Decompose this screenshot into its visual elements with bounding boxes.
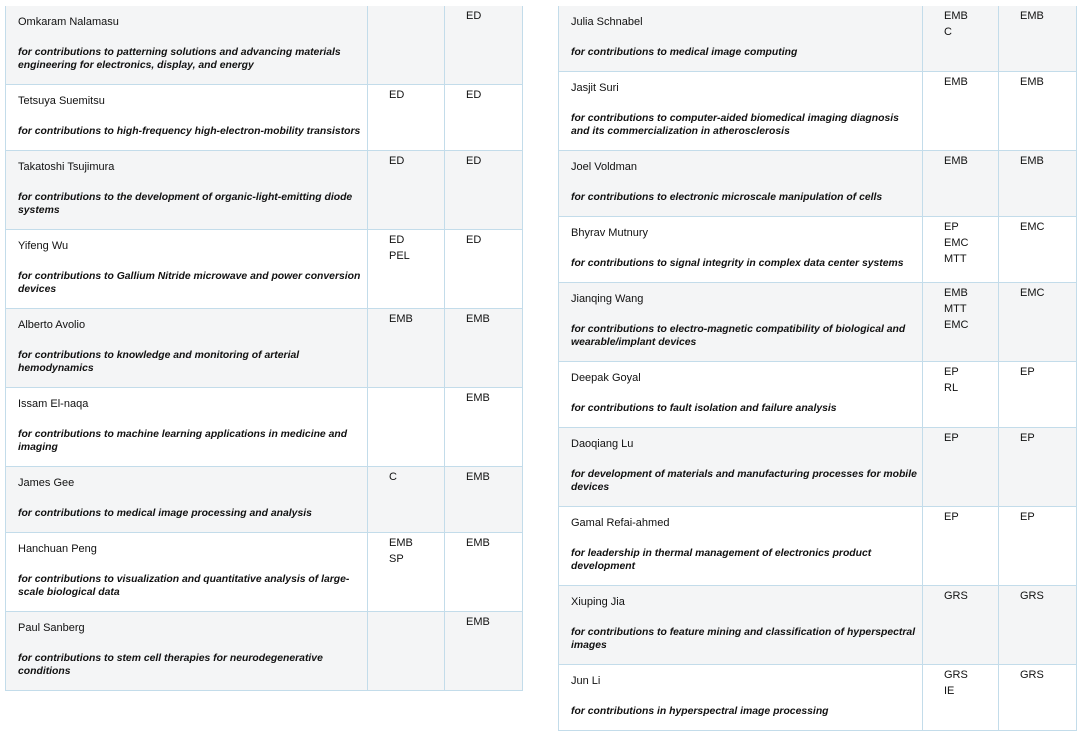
society-code: EP [944,511,959,523]
society-code: EMB [944,155,968,167]
fellow-row [559,217,1077,283]
fellow-citation: for development of materials and manufacturing processes for mobile devices [571,469,917,493]
society-cell [368,6,445,85]
fellows-table-right-body [559,6,1077,731]
fellow-citation: for contributions to medical image processing and analysis [18,508,312,519]
evaluating-society-list [445,230,522,248]
evaluating-society-list [445,612,522,630]
society-code: EP [944,221,959,233]
society-code: GRS [944,669,968,681]
evaluating-society-cell [999,151,1077,217]
evaluating-society-code: EP [1020,366,1035,378]
society-cell [923,428,999,507]
evaluating-society-cell [445,309,523,388]
fellow-name: Hanchuan Peng [18,543,97,555]
society-code: MTT [944,253,967,265]
fellow-row [6,151,523,230]
society-code: EP [944,432,959,444]
fellow-name-cell [6,388,368,467]
evaluating-society-list [445,388,522,406]
fellow-name-cell [559,586,923,665]
evaluating-society-code: EMB [1020,76,1044,88]
fellow-citation: for leadership in thermal management of electronics product development [571,548,872,572]
society-list [368,467,444,485]
evaluating-society-code: EMB [466,392,490,404]
society-code: ED [389,234,405,246]
fellow-citation: for contributions to medical image computing [571,47,798,58]
fellow-name: Joel Voldman [571,161,638,173]
evaluating-society-list [999,665,1076,683]
society-list [368,533,444,567]
evaluating-society-cell [999,283,1077,362]
evaluating-society-code: GRS [1020,669,1044,681]
society-code: EMB [389,313,413,325]
evaluating-society-cell [999,217,1077,283]
society-list [923,151,998,169]
evaluating-society-cell [999,665,1077,731]
society-cell [923,586,999,665]
fellow-name-cell [6,151,368,230]
fellow-citation: for contributions to Gallium Nitride microwave and power conversion devices [18,271,361,295]
society-list [368,151,444,169]
fellow-row [559,283,1077,362]
evaluating-society-code: EP [1020,511,1035,523]
society-list [923,6,998,40]
fellow-name: Jianqing Wang [571,293,644,305]
fellow-row [559,507,1077,586]
fellow-citation: for contributions to stem cell therapies for neurodegenerative conditions [18,653,323,677]
society-list [368,85,444,103]
society-code: C [944,26,952,38]
evaluating-society-code: EMB [466,616,490,628]
evaluating-society-code: ED [466,234,482,246]
fellow-citation: for contributions to signal integrity in complex data center systems [571,258,904,269]
society-cell [368,85,445,151]
evaluating-society-cell [445,85,523,151]
society-code: C [389,471,397,483]
fellow-name-cell [6,6,368,85]
fellow-row [559,151,1077,217]
fellow-name-cell [6,85,368,151]
fellow-name: Xiuping Jia [571,596,625,608]
fellow-name: Bhyrav Mutnury [571,227,649,239]
society-cell [368,467,445,533]
fellow-citation: for contributions to feature mining and classification of hyperspectral images [571,627,916,651]
evaluating-society-list [445,85,522,103]
evaluating-society-list [999,283,1076,301]
fellow-name: Paul Sanberg [18,622,85,634]
evaluating-society-code: EMB [466,313,490,325]
society-cell [923,6,999,72]
society-code: EP [944,366,959,378]
society-list [923,507,998,525]
fellow-citation: for contributions to the development of organic-light-emitting diode systems [18,192,353,216]
fellow-name: Tetsuya Suemitsu [18,95,105,107]
fellow-row [6,6,523,85]
society-code: GRS [944,590,968,602]
evaluating-society-cell [999,507,1077,586]
society-code: EMC [944,237,969,249]
society-list [368,612,444,614]
fellow-row [559,362,1077,428]
society-cell [368,309,445,388]
society-list [923,665,998,699]
fellow-citation: for contributions in hyperspectral image processing [571,706,829,717]
fellow-row [6,85,523,151]
fellow-citation: for contributions to patterning solutions and advancing materials engineering for electronics, display, and energy [18,47,341,71]
evaluating-society-list [445,533,522,551]
fellows-table-left-body [6,6,523,691]
society-list [923,586,998,604]
society-code: SP [389,553,404,565]
society-code: EMB [944,10,968,22]
evaluating-society-code: ED [466,10,482,22]
fellow-name-cell [559,217,923,283]
evaluating-society-cell [445,533,523,612]
society-list [923,428,998,446]
evaluating-society-list [445,467,522,485]
evaluating-society-list [445,6,522,24]
evaluating-society-code: EMB [1020,10,1044,22]
evaluating-society-cell [445,151,523,230]
fellow-name: Julia Schnabel [571,16,643,28]
evaluating-society-cell [999,428,1077,507]
evaluating-society-code: EMB [1020,155,1044,167]
fellow-name: Jasjit Suri [571,82,619,94]
society-list [923,283,998,333]
society-code: PEL [389,250,410,262]
evaluating-society-code: EMB [466,537,490,549]
society-cell [923,507,999,586]
fellow-name-cell [6,230,368,309]
society-cell [923,665,999,731]
fellow-name: Yifeng Wu [18,240,69,252]
evaluating-society-code: EMC [1020,287,1045,299]
evaluating-society-cell [999,362,1077,428]
society-list [923,362,998,396]
fellow-citation: for contributions to machine learning applications in medicine and imaging [18,429,348,453]
fellow-row [6,230,523,309]
fellow-row [559,72,1077,151]
fellow-name-cell [559,507,923,586]
society-code: ED [389,155,405,167]
evaluating-society-cell [445,6,523,85]
society-list [923,72,998,90]
fellow-row [559,586,1077,665]
evaluating-society-list [445,151,522,169]
fellow-citation: for contributions to fault isolation and failure analysis [571,403,837,414]
evaluating-society-code: ED [466,89,482,101]
evaluating-society-cell [999,72,1077,151]
society-cell [923,362,999,428]
fellow-row [6,309,523,388]
society-cell [923,151,999,217]
fellow-row [6,612,523,691]
society-list [923,217,998,267]
society-cell [368,612,445,691]
society-code: EMC [944,319,969,331]
fellow-name-cell [559,151,923,217]
society-code: ED [389,89,405,101]
fellow-name: Omkaram Nalamasu [18,16,119,28]
fellows-table-right [558,6,1077,731]
society-code: MTT [944,303,967,315]
fellow-name-cell [6,467,368,533]
evaluating-society-list [999,6,1076,24]
society-code: EMB [944,287,968,299]
fellow-row [6,467,523,533]
society-list [368,6,444,8]
evaluating-society-cell [999,586,1077,665]
fellow-name: Issam El-naqa [18,398,89,410]
fellow-row [559,6,1077,72]
fellow-name-cell [6,309,368,388]
evaluating-society-list [999,72,1076,90]
society-list [368,388,444,390]
fellow-row [6,533,523,612]
fellows-table-left [5,6,523,691]
fellow-name-cell [559,72,923,151]
evaluating-society-list [999,428,1076,446]
society-cell [368,533,445,612]
evaluating-society-cell [999,6,1077,72]
fellow-name-cell [559,283,923,362]
fellow-row [6,388,523,467]
fellow-name: Alberto Avolio [18,319,86,331]
fellow-citation: for contributions to electronic microscale manipulation of cells [571,192,883,203]
evaluating-society-code: EMB [466,471,490,483]
fellow-citation: for contributions to electro-magnetic compatibility of biological and wearable/implant devices [571,324,906,348]
evaluating-society-list [999,507,1076,525]
evaluating-society-code: GRS [1020,590,1044,602]
fellow-name: Daoqiang Lu [571,438,634,450]
evaluating-society-code: EMC [1020,221,1045,233]
society-cell [923,72,999,151]
fellow-name-cell [559,428,923,507]
society-cell [368,151,445,230]
fellow-row [559,428,1077,507]
society-code: EMB [389,537,413,549]
fellow-citation: for contributions to knowledge and monitoring of arterial hemodynamics [18,350,300,374]
society-cell [368,388,445,467]
fellow-name-cell [6,612,368,691]
evaluating-society-list [999,151,1076,169]
society-cell [923,283,999,362]
evaluating-society-cell [445,467,523,533]
society-cell [368,230,445,309]
fellow-name: Jun Li [571,675,601,687]
society-code: IE [944,685,955,697]
society-list [368,309,444,327]
fellow-name: Deepak Goyal [571,372,641,384]
fellow-name-cell [559,665,923,731]
fellow-name-cell [559,362,923,428]
fellow-citation: for contributions to high-frequency high-electron-mobility transistors [18,126,361,137]
fellow-row [559,665,1077,731]
evaluating-society-list [445,309,522,327]
evaluating-society-cell [445,612,523,691]
fellow-name-cell [6,533,368,612]
evaluating-society-cell [445,230,523,309]
fellow-citation: for contributions to computer-aided biomedical imaging diagnosis and its commercialization in atherosclerosis [571,113,899,137]
fellow-citation: for contributions to visualization and quantitative analysis of large-scale biological data [18,574,350,598]
fellow-name: Gamal Refai-ahmed [571,517,670,529]
evaluating-society-list [999,217,1076,235]
evaluating-society-cell [445,388,523,467]
evaluating-society-list [999,586,1076,604]
evaluating-society-list [999,362,1076,380]
society-code: RL [944,382,959,394]
fellow-name-cell [559,6,923,72]
evaluating-society-code: EP [1020,432,1035,444]
society-code: EMB [944,76,968,88]
fellow-name: James Gee [18,477,75,489]
evaluating-society-code: ED [466,155,482,167]
society-cell [923,217,999,283]
society-list [368,230,444,264]
fellow-name: Takatoshi Tsujimura [18,161,115,173]
